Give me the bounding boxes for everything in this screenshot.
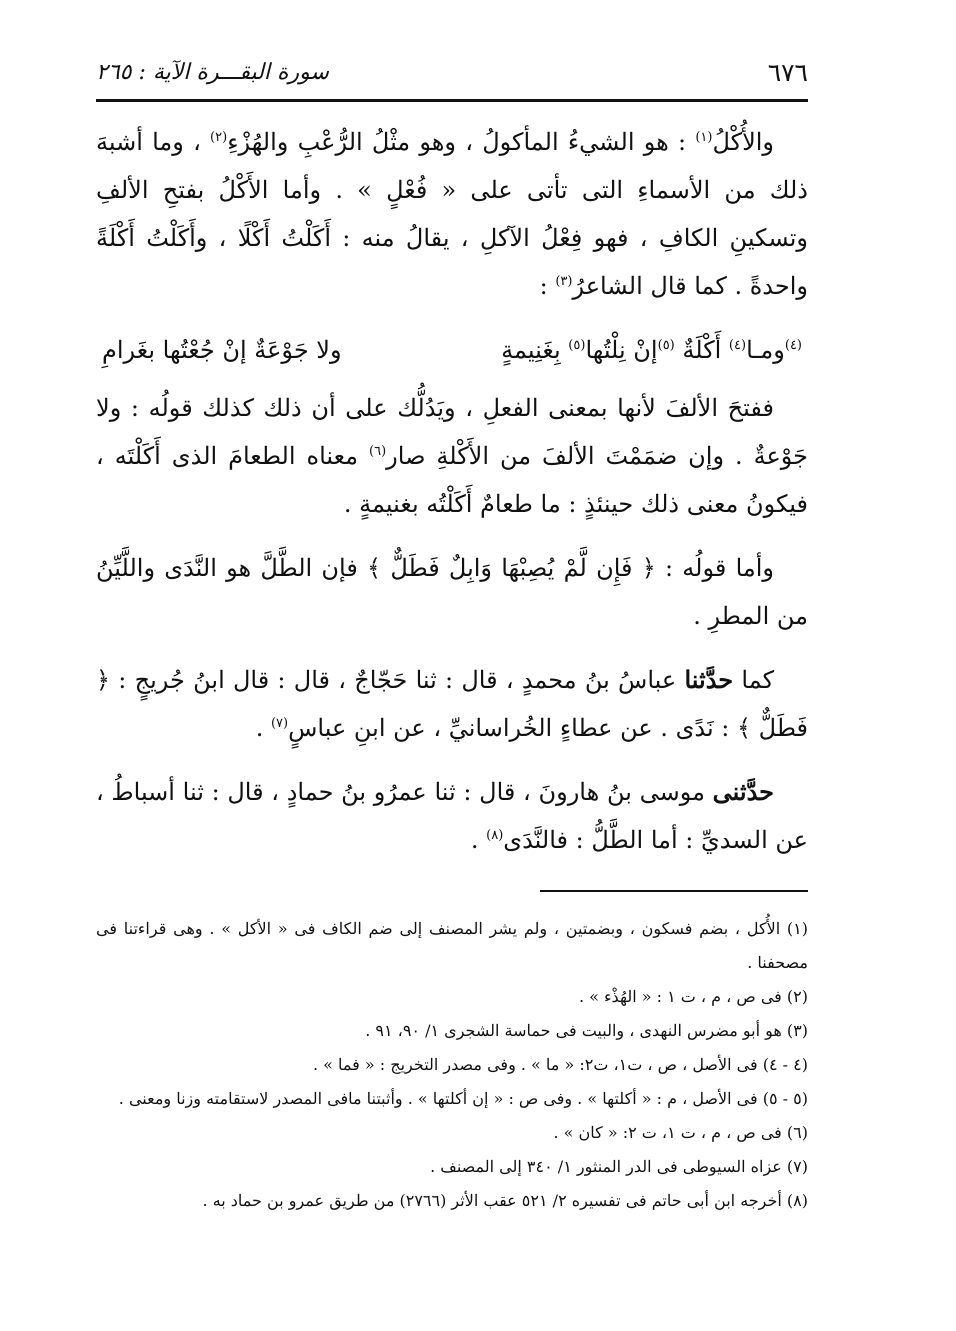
p1-b: : هو الشيءُ المأكولُ ، وهو مثْلُ الرُّعْبِ والهُزْءِ (227, 128, 696, 156)
header-rule (96, 99, 808, 102)
footnote-1: (١) الأُكل ، بضم فسكون ، وبضمتين ، ولم يشر المصنف إلى ضم الكاف فى « الأكل » . وهى قراءتنا فى مصحفنا . (96, 919, 809, 972)
paragraph-3 (96, 544, 808, 640)
p4-c: عباسُ بنُ محمدٍ ، قال : ثنا حَجّاجٌ ، قال : قال ابنُ جُريجٍ : ﴿ فَطَلٌّ ﴾ : نَدًى . عن عطاءٍ الخُراسانيِّ ، عن ابنِ عباسٍ (96, 666, 808, 742)
p4-d: . (255, 714, 271, 742)
footnote-ref-8: (٨) (486, 828, 504, 843)
paragraph-5 (96, 768, 808, 864)
footnotes (96, 912, 808, 1218)
verse-h1-b: ومـا (746, 336, 785, 364)
verse-first-hemistich (501, 326, 802, 374)
footnote-ref-5-end: (٥) (568, 338, 586, 353)
p3-a: وأما قولُه : ﴿ فَإِن لَّمْ يُصِبْهَا وَابِلٌ فَطَلٌّ ﴾ فإن الطَّلَّ هو النَّدَى واللَّيِّنُ من المطرِ . (96, 554, 808, 630)
p1-c: ، وما أشبهَ ذلك من الأسماءِ التى تأتى على « فُعْلٍ » . وأما الأَكْلُ بفتحِ الألفِ وتسكينِ الكافِ ، فهو فِعْلُ الآكلِ ، يقالُ منه : أَكَلْتُ أَكْلًا ، وأَكَلْتُ أَكْلَةً واحدةً . كما قال الشاعرُ (96, 128, 808, 300)
footnote-7: (٧) عزاه السيوطى فى الدر المنثور ١/ ٣٤٠ إلى المصنف . (430, 1157, 808, 1176)
p1-d: : (539, 272, 556, 300)
p4-haddathana: حدَّثنا (684, 665, 734, 694)
footnote-ref-1: (١) (695, 130, 713, 145)
p4-a: كما (733, 666, 774, 694)
footnote-3: (٣) هو أبو مضرس النهدى ، والبيت فى حماسة الشجرى ١/ ٩٠، ٩١ . (365, 1021, 808, 1040)
running-head: سورة البقـــرة الآية : ٢٦٥ (96, 59, 329, 85)
footnote-2: (٢) فى ص ، م ، ت ١ : « الهُذْء » . (578, 987, 808, 1006)
p2-a: ففتحَ الألفَ لأنها بمعنى الفعلِ ، ويَدُلُّك على أن ذلك كذلك قولُه : ولا جَوْعةٌ . وإن ضمَمْتَ الألفَ من الأَكْلةِ صار (96, 394, 809, 470)
footnote-ref-4-end: (٤) (728, 338, 747, 353)
p1-a: والأُكْلُ (712, 128, 775, 156)
paragraph-2 (96, 384, 808, 528)
p5-b: موسى بنُ هارونَ ، قال : ثنا عمرُو بنُ حمادٍ ، قال : ثنا أسباطُ ، عن السديِّ : أما الطَّلُّ : فالنَّدَى (96, 778, 808, 854)
footnote-rule (540, 890, 808, 892)
footnote-ref-7: (٧) (270, 716, 289, 731)
footnote-ref-5-start: (٥) (657, 338, 675, 353)
main-text (96, 118, 808, 880)
verse-h1-e: بِغَنِيمةٍ (501, 336, 569, 364)
poetry-verse (96, 326, 808, 374)
p2-b: معناه الطعامَ الذى أَكَلْتَه ، فيكونُ معنى ذلك حينئذٍ : ما طعامٌ أَكَلْتُه بغنيمةٍ . (96, 442, 808, 518)
footnote-ref-2: (٢) (210, 130, 228, 145)
paragraph-1 (96, 118, 808, 310)
verse-second-hemistich: ولا جَوْعَةٌ إنْ جُعْتُها بغَرامِ (102, 336, 342, 364)
p5-c: . (470, 826, 487, 854)
footnote-ref-6: (٦) (369, 444, 387, 459)
verse-h1-c: أَكْلَةٌ (674, 336, 729, 364)
paragraph-4 (96, 656, 808, 752)
footnote-ref-4-start: (٤) (784, 338, 802, 353)
footnote-6: (٦) فى ص ، م ، ت ١، ت ٢: « كان » . (553, 1123, 808, 1142)
page-number: ٦٧٦ (767, 57, 808, 87)
page-header (96, 52, 808, 92)
footnote-5: (٥ - ٥) فى الأصل ، م : « أكلتها » . وفى ص : « إن أكلتها » . وأثبتنا مافى المصدر لاستقامته وزنا ومعنى . (118, 1089, 808, 1108)
verse-h1-d: إنْ نِلْتُها (585, 336, 658, 364)
footnote-4: (٤ - ٤) فى الأصل ، ص ، ت١، ت٢: « ما » . وفى مصدر التخريج : « فما » . (313, 1055, 808, 1074)
footnote-ref-3: (٣) (555, 274, 573, 289)
footnote-8: (٨) أخرجه ابن أبى حاتم فى تفسيره ٢/ ٥٢١ عقب الأثر (٢٧٦٦) من طريق عمرو بن حماد به . (202, 1191, 808, 1210)
p5-haddathani: حدَّثنى (712, 777, 774, 806)
